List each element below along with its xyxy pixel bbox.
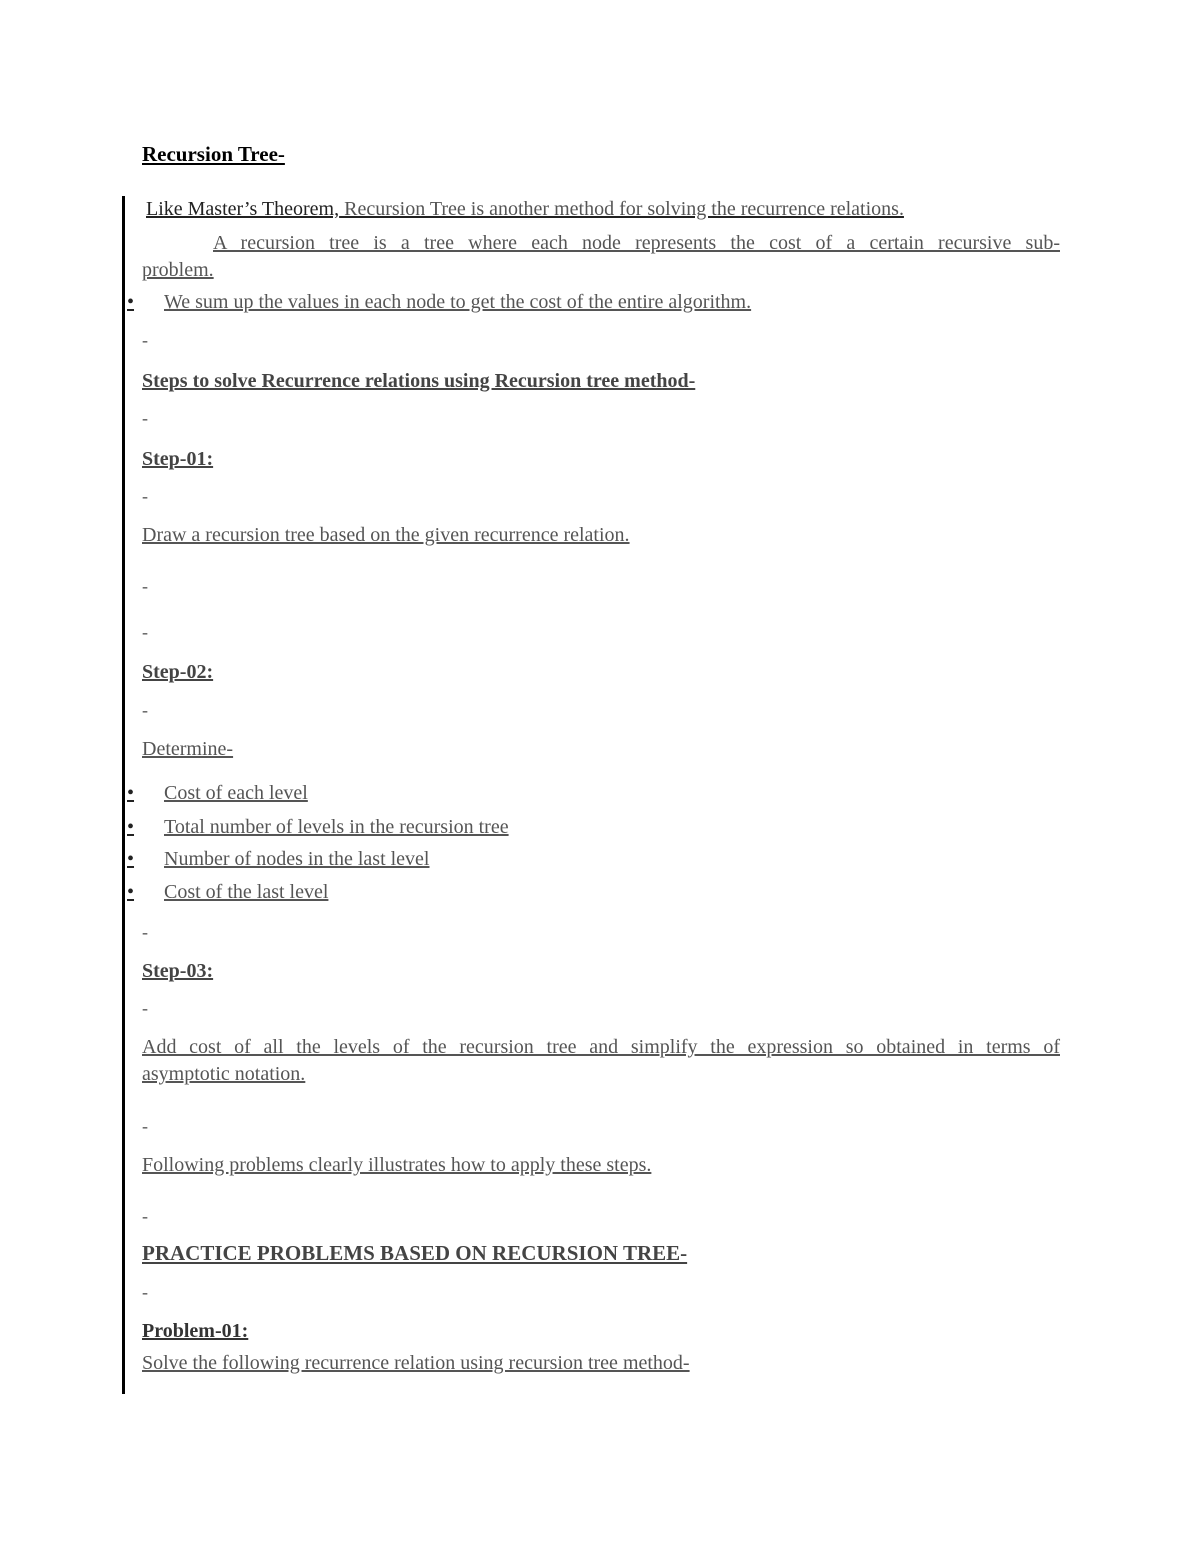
step-02-bullet-item xyxy=(127,814,509,840)
intro-line-1 xyxy=(146,196,904,222)
step-03-text-line-2: asymptotic notation. xyxy=(142,1063,306,1085)
intro-bullet-item xyxy=(127,289,751,315)
step-02-bullet-text: Cost of each level xyxy=(164,782,308,804)
intro-bullet-text: We sum up the values in each node to get the cost of the entire algorithm. xyxy=(164,291,752,313)
intro-line-1-rest: Recursion Tree is another method for solving the recurrence relations. xyxy=(339,198,904,220)
following-text: Following problems clearly illustrates how to apply these steps. xyxy=(142,1154,652,1176)
step-02-bullet-item xyxy=(127,780,308,806)
dash-separator: - xyxy=(142,1282,148,1302)
step-01-heading: Step-01: xyxy=(142,448,214,470)
dash-separator: - xyxy=(142,1206,148,1226)
step-02-heading: Step-02: xyxy=(142,661,214,683)
step-02-bullet-item xyxy=(127,879,328,905)
problem-01-heading: Problem-01: xyxy=(142,1320,249,1342)
problem-01-text: Solve the following recurrence relation using recursion tree method- xyxy=(142,1352,690,1374)
step-03-heading: Step-03: xyxy=(142,960,214,982)
step-02-bullet-text: Number of nodes in the last level xyxy=(164,848,430,870)
step-03-text-line-1: Add cost of all the levels of the recursion tree and simplify the expression so obtained in terms of xyxy=(142,1036,1060,1058)
dash-separator: - xyxy=(142,622,148,642)
step-02-bullet-text: Cost of the last level xyxy=(164,881,329,903)
document-title: Recursion Tree- xyxy=(142,142,285,166)
intro-master-theorem: Like Master’s Theorem, xyxy=(146,198,340,220)
bullet-icon: • xyxy=(127,881,135,903)
step-01-text: Draw a recursion tree based on the given recurrence relation. xyxy=(142,524,630,546)
step-02-bullet-text: Total number of levels in the recursion tree xyxy=(164,816,509,838)
bullet-icon: • xyxy=(127,782,135,804)
practice-heading: PRACTICE PROBLEMS BASED ON RECURSION TREE- xyxy=(142,1241,688,1265)
dash-separator: - xyxy=(142,330,148,350)
bullet-icon: • xyxy=(127,848,135,870)
dash-separator: - xyxy=(142,998,148,1018)
dash-separator: - xyxy=(142,1116,148,1136)
change-bar xyxy=(122,196,125,1394)
dash-separator: - xyxy=(142,700,148,720)
intro-line-3: problem. xyxy=(142,259,214,281)
dash-separator: - xyxy=(142,408,148,428)
steps-heading: Steps to solve Recurrence relations using Recursion tree method- xyxy=(142,370,696,392)
dash-separator: - xyxy=(142,486,148,506)
bullet-icon: • xyxy=(127,291,135,313)
bullet-icon: • xyxy=(127,816,135,838)
step-02-text: Determine- xyxy=(142,738,234,760)
intro-line-2: A recursion tree is a tree where each node represents the cost of a certain recursive sub- xyxy=(213,232,1060,254)
dash-separator: - xyxy=(142,576,148,596)
dash-separator: - xyxy=(142,922,148,942)
step-02-bullet-item xyxy=(127,846,430,872)
